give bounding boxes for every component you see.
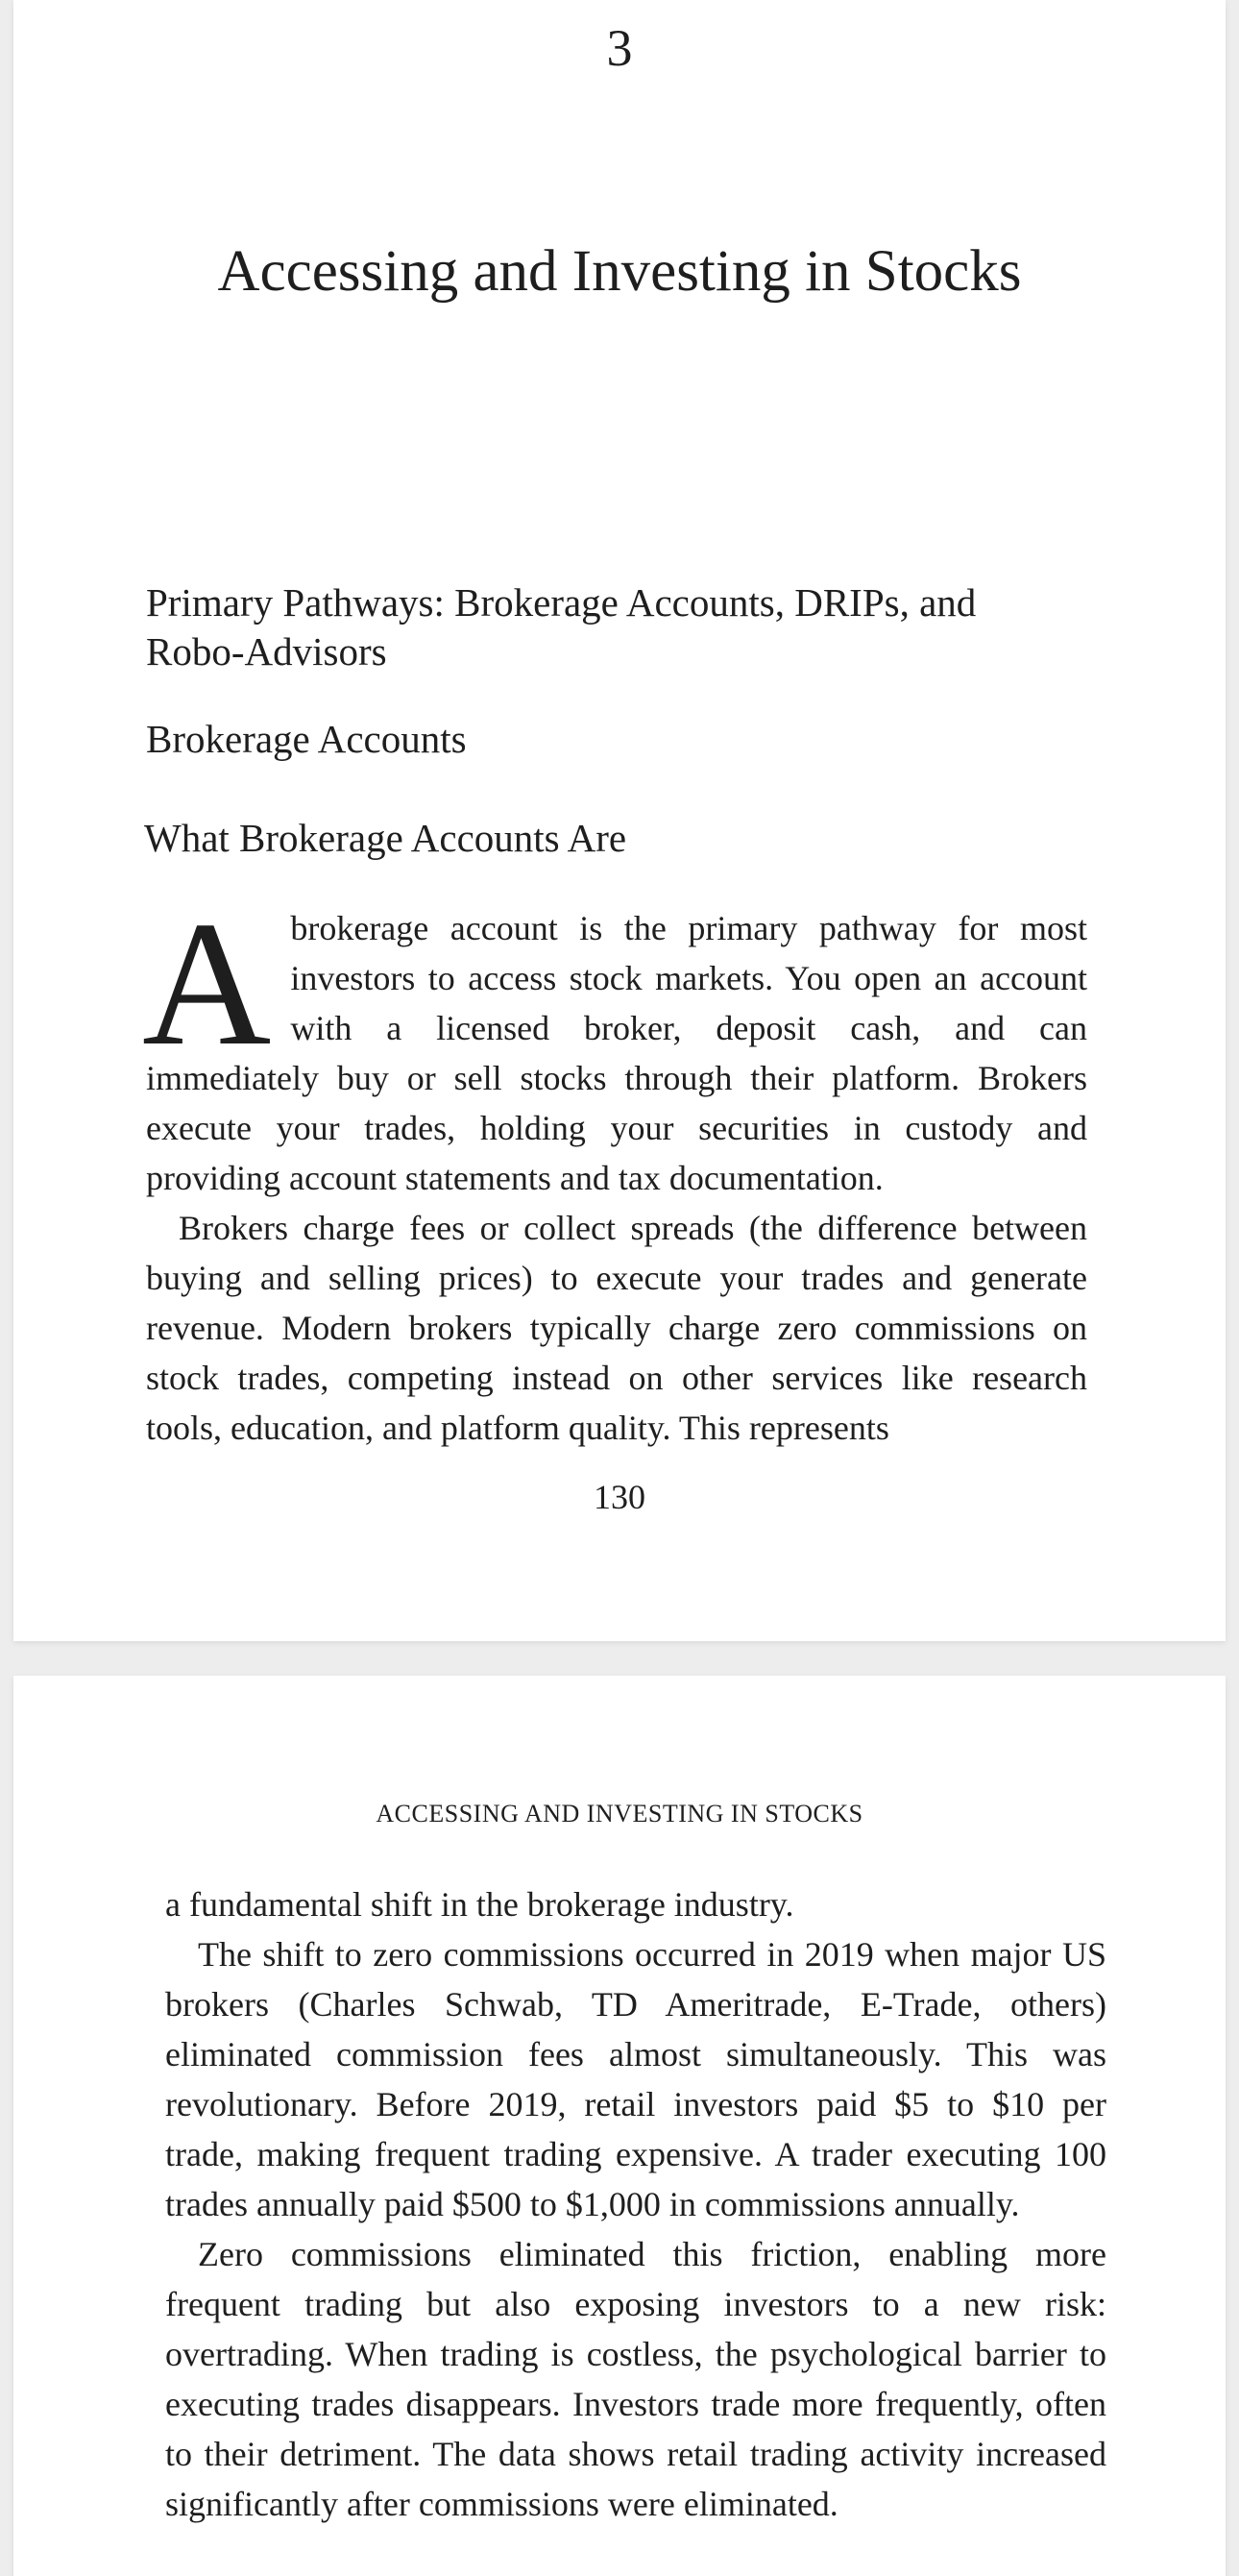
paragraph-2: Brokers charge fees or collect spreads (the difference between buying and selling prices) to execute your trades and generate revenue. Modern brokers typically charge zero commissions on stock trades, competing instead on other services like research tools, education, and platform quality. This represents [146,1209,1087,1447]
paragraph-overtrading: Zero commissions eliminated this friction, enabling more frequent trading but also exposing investors to a new risk: overtrading. When trading is costless, the psychological barrier to executing trades disappears. Investors trade more frequently, often to their detriment. The data shows retail trading activity increased significantly after commissions were eliminated. [165,2235,1106,2523]
page-131 [13,1676,1226,2576]
subsection-heading-brokerage-accounts: Brokerage Accounts [146,717,467,761]
chapter-title: Accessing and Investing in Stocks [217,239,1022,304]
paragraph-1-text: brokerage account is the primary pathway for most investors to access stock markets. You open an account with a licensed broker, deposit cash, and can immediately buy or sell stocks through their platform. Brokers execute your trades, holding your securities in custody and providing account statements and tax documentation. [146,909,1087,1197]
page-130-body [142,885,1087,1453]
chapter-number: 3 [606,19,633,77]
paragraph-continuation: a fundamental shift in the brokerage industry. [165,1885,794,1924]
subsubsection-heading-what-brokerage-accounts-are: What Brokerage Accounts Are [144,816,627,860]
page-number: 130 [594,1478,645,1516]
paragraph-1 [142,885,1087,1203]
paragraph-zero-commission-shift: The shift to zero commissions occurred in 2019 when major US brokers (Charles Schwab, TD Ameritrade, E-Trade, others) eliminated commission fees almost simultaneously. This was revolutionary. Before 2019, retail investors paid $5 to $10 per trade, making frequent trading expensive. A trader executing 100 trades annually paid $500 to $1,000 in commissions annually. [165,1935,1106,2223]
page-131-body [165,1879,1106,2529]
section-heading-primary-pathways: Primary Pathways: Brokerage Accounts, DRIPs, and Robo-Advisors [146,580,977,674]
running-head: ACCESSING AND INVESTING IN STOCKS [376,1800,863,1828]
drop-cap: A [142,885,272,1083]
page-130 [13,0,1226,1641]
